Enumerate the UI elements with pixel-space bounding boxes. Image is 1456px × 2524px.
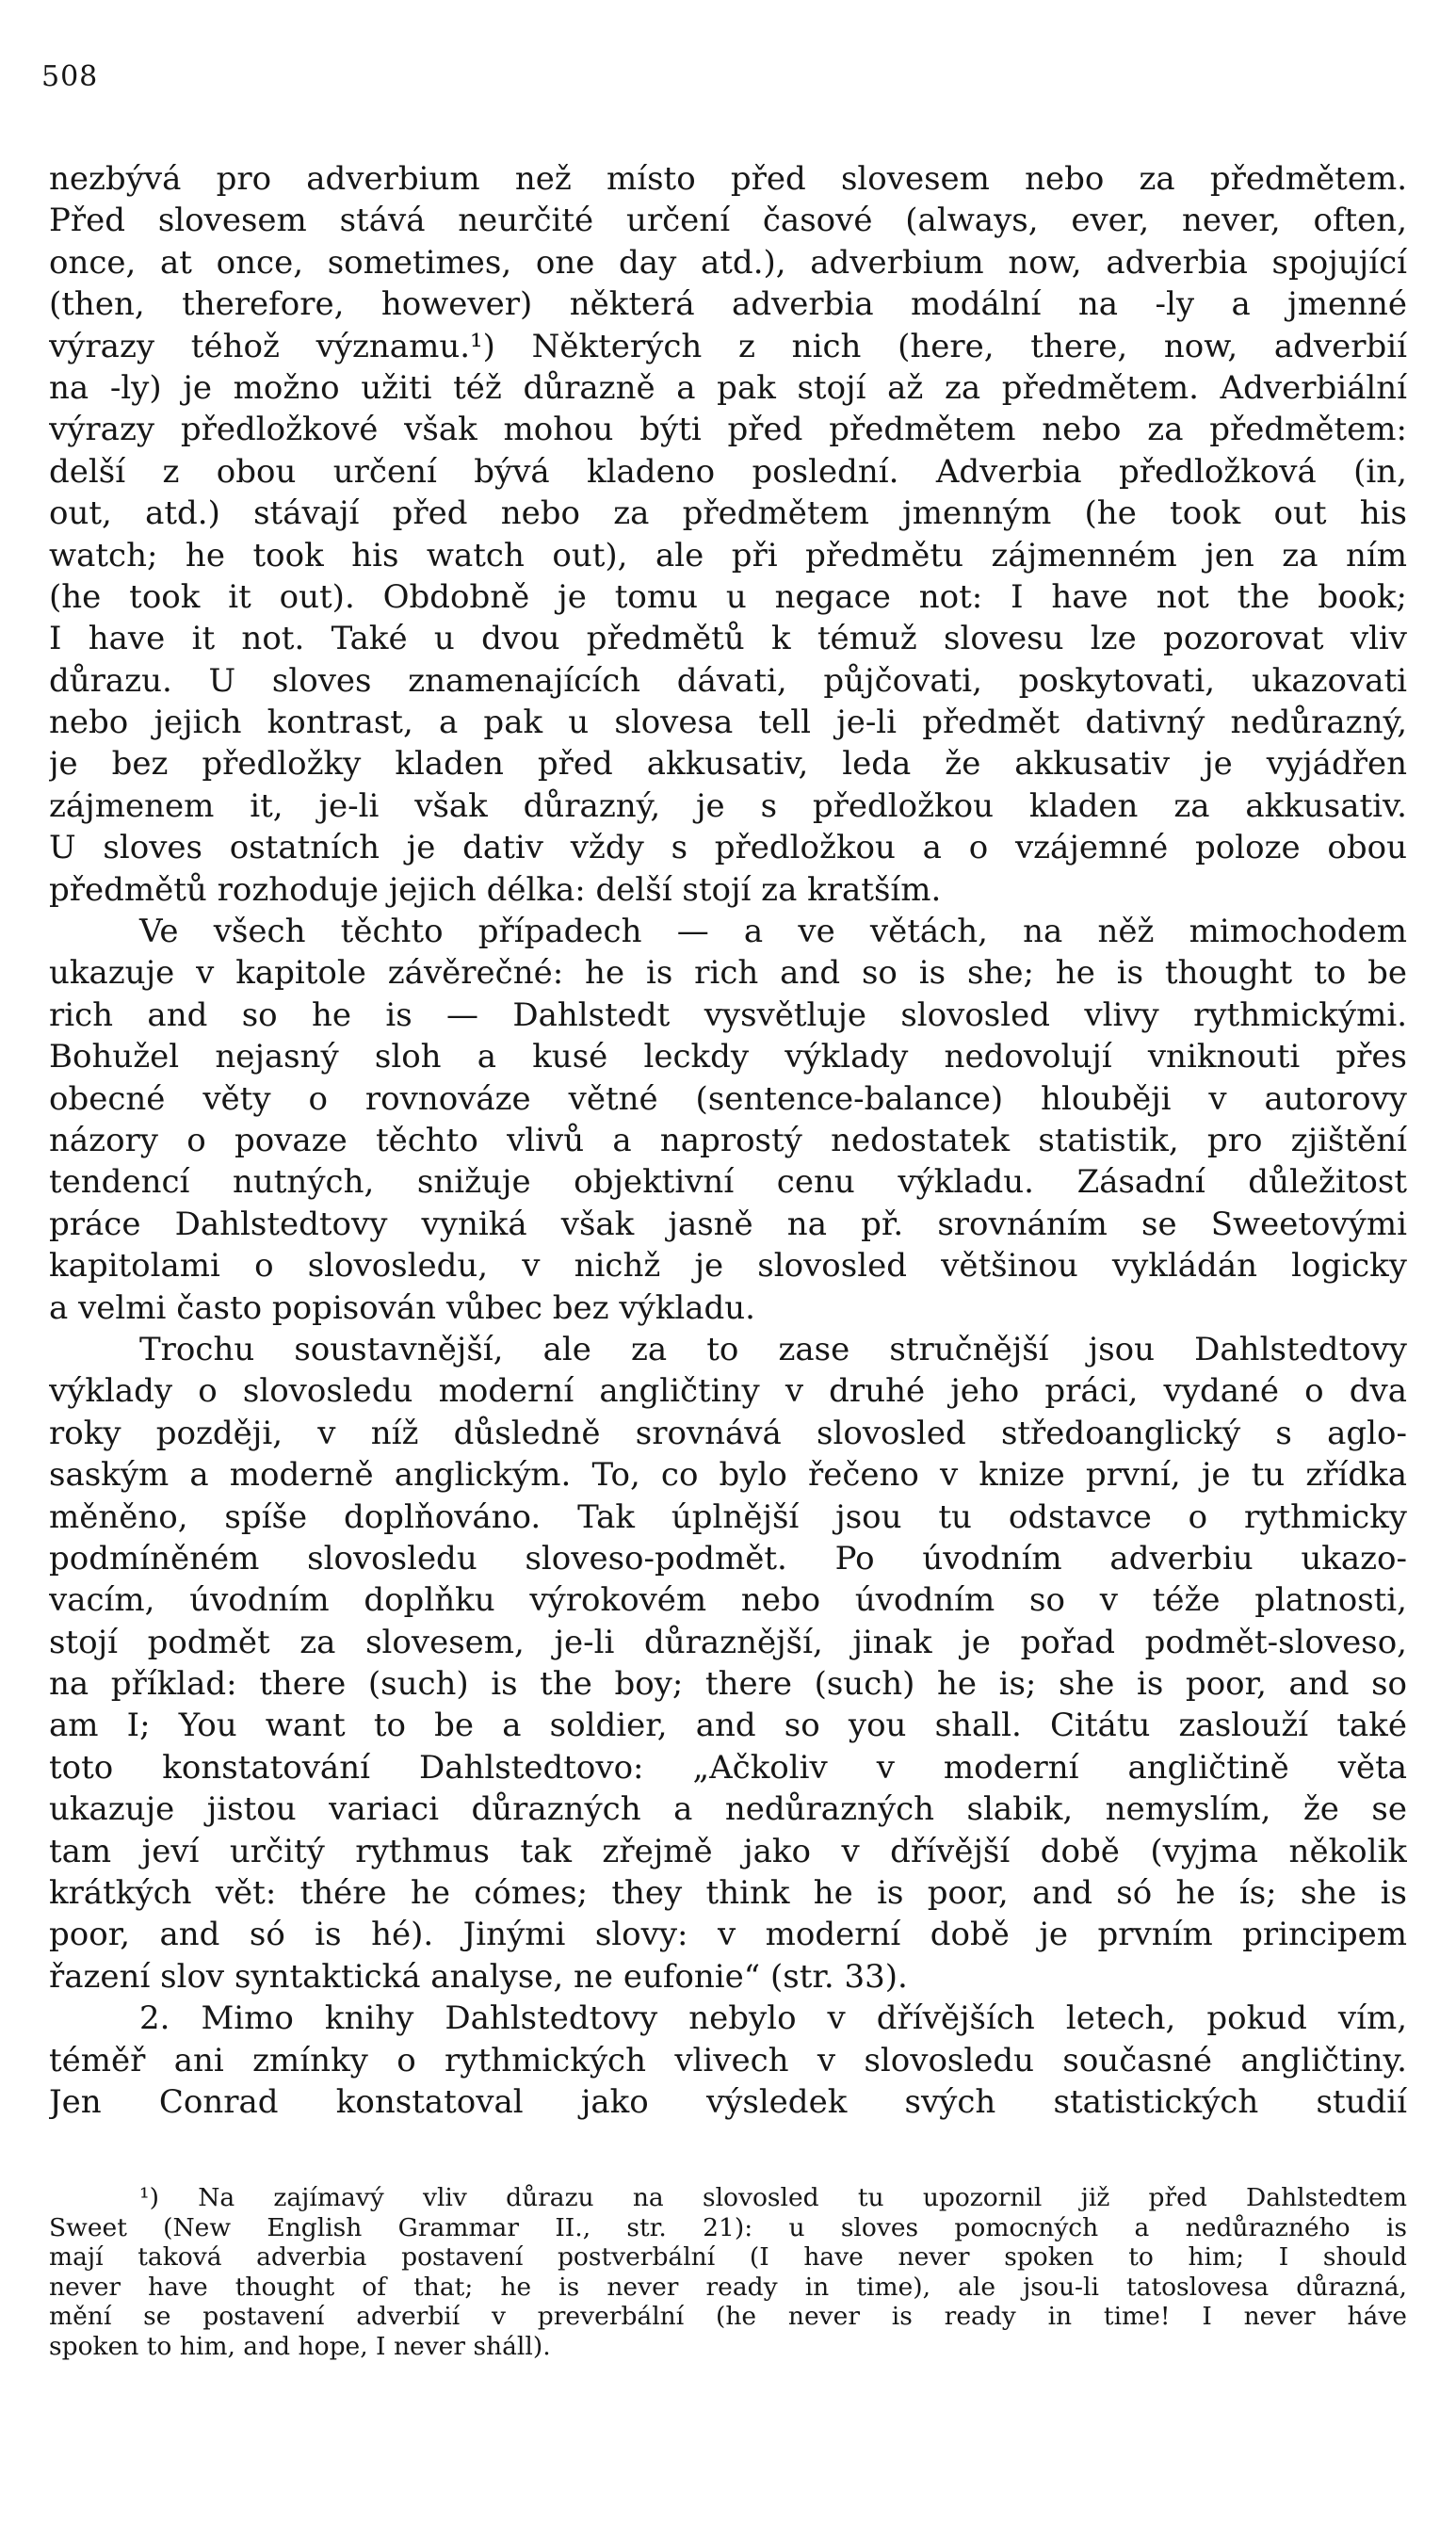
text-line: zájmenem it, je-li však důrazný, je s předložkou kladen za akkusativ.	[49, 786, 1407, 825]
text-line: roky později, v níž důsledně srovnává slovosled středoanglický s aglo-	[49, 1414, 1407, 1452]
text-line: výrazy téhož významu.¹) Některých z nich (here, there, now, adverbií	[49, 327, 1407, 365]
text-line: poor, and só is hé). Jinými slovy: v moderní době je prvním principem	[49, 1916, 1407, 1954]
text-line: obecné věty o rovnováze větné (sentence-balance) hlouběji v autorovy	[49, 1079, 1407, 1118]
footnotes	[49, 2183, 1407, 2362]
text-line: Před slovesem stává neurčité určení časové (always, ever, never, often,	[49, 202, 1407, 240]
text-line: a velmi často popisován vůbec bez výkladu.	[49, 1288, 755, 1327]
text-line: watch; he took his watch out), ale při předmětu zájmenném jen za ním	[49, 536, 1407, 574]
text-line: téměř ani zmínky o rythmických vlivech v slovosledu současné angličtiny.	[49, 2041, 1407, 2079]
text-line: I have it not. Také u dvou předmětů k témuž slovesu lze pozorovat vliv	[49, 620, 1407, 658]
text-line: výklady o slovosledu moderní angličtiny v druhé jeho práci, vydané o dva	[49, 1372, 1407, 1411]
text-line: tendencí nutných, snižuje objektivní cenu výkladu. Zásadní důležitost	[49, 1163, 1407, 1202]
page-number: 508	[41, 60, 99, 93]
text-line: U sloves ostatních je dativ vždy s předložkou a o vzájemné poloze obou	[49, 829, 1407, 867]
text-line: výrazy předložkové však mohou býti před předmětem nebo za předmětem:	[49, 411, 1407, 449]
text-line: saským a moderně anglickým. To, co bylo řečeno v knize první, je tu zřídka	[49, 1456, 1407, 1495]
text-line: ukazuje jistou variaci důrazných a nedůrazných slabik, nemyslím, že se	[49, 1790, 1407, 1829]
footnote-line: mění se postavení adverbií v preverbální (he never is ready in time! I never háve	[49, 2302, 1407, 2332]
text-line: out, atd.) stávají před nebo za předmětem jmenným (he took out his	[49, 494, 1407, 533]
text-line: Bohužel nejasný sloh a kusé leckdy výklady nedovolují vniknouti přes	[49, 1038, 1407, 1076]
text-line: once, at once, sometimes, one day atd.), adverbium now, adverbia spojující	[49, 243, 1407, 282]
text-line: Trochu soustavnější, ale za to zase stručnější jsou Dahlstedtovy	[139, 1330, 1407, 1368]
text-line: ukazuje v kapitole závěrečné: he is rich and so is she; he is thought to be	[49, 954, 1407, 993]
text-line: vacím, úvodním doplňku výrokovém nebo úvodním so v téže platnosti,	[49, 1581, 1407, 1620]
text-line: (he took it out). Obdobně je tomu u negace not: I have not the book;	[49, 577, 1407, 616]
text-line: 2. Mimo knihy Dahlstedtovy nebylo v dřívějších letech, pokud vím,	[139, 1999, 1407, 2038]
footnote-line: never have thought of that; he is never ready in time), ale jsou-li tatoslovesa důrazná,	[49, 2272, 1407, 2302]
text-line: toto konstatování Dahlstedtovo: „Ačkoliv v moderní angličtině věta	[49, 1748, 1407, 1787]
text-line: rich and so he is — Dahlstedt vysvětluje slovosled vlivy rythmickými.	[49, 995, 1407, 1034]
text-line: měněno, spíše doplňováno. Tak úplnější jsou tu odstavce o rythmicky	[49, 1497, 1407, 1536]
text-line: krátkých vět: thére he cómes; they think he is poor, and só he ís; she is	[49, 1874, 1407, 1913]
text-line: na -ly) je možno užiti též důrazně a pak stojí až za předmětem. Adverbiální	[49, 368, 1407, 407]
footnote-line: Sweet (New English Grammar II., str. 21): u sloves pomocných a nedůrazného is	[49, 2212, 1407, 2242]
footnote-line: ¹) Na zajímavý vliv důrazu na slovosled tu upozornil již před Dahlstedtem	[139, 2183, 1407, 2212]
text-line: am I; You want to be a soldier, and so you shall. Citátu zaslouží také	[49, 1707, 1407, 1745]
text-line: předmětů rozhoduje jejich délka: delší stojí za kratším.	[49, 870, 942, 909]
footnote-line: mají taková adverbia postavení postverbální (I have never spoken to him; I should	[49, 2242, 1407, 2273]
text-line: delší z obou určení bývá kladeno poslední. Adverbia předložková (in,	[49, 452, 1407, 491]
text-line: Jen Conrad konstatoval jako výsledek svých statistických studií	[49, 2082, 1407, 2121]
text-line: stojí podmět za slovesem, je-li důraznější, jinak je pořad podmět-sloveso,	[49, 1623, 1407, 1661]
text-line: kapitolami o slovosledu, v nichž je slovosled většinou vykládán logicky	[49, 1247, 1407, 1286]
text-line: podmíněném slovosledu sloveso-podmět. Po úvodním adverbiu ukazo-	[49, 1539, 1407, 1578]
text-line: (then, therefore, however) některá adverbia modální na -ly a jmenné	[49, 285, 1407, 324]
text-line: je bez předložky kladen před akkusativ, leda že akkusativ je vyjádřen	[49, 745, 1407, 784]
body-text	[49, 158, 1407, 2123]
text-line: nebo jejich kontrast, a pak u slovesa tell je-li předmět dativný nedůrazný,	[49, 704, 1407, 742]
text-line: názory o povaze těchto vlivů a naprostý nedostatek statistik, pro zjištění	[49, 1121, 1407, 1159]
text-line: řazení slov syntaktická analyse, ne eufonie“ (str. 33).	[49, 1957, 908, 1996]
footnote-line: spoken to him, and hope, I never sháll).	[49, 2331, 551, 2361]
text-line: na příklad: there (such) is the boy; there (such) he is; she is poor, and so	[49, 1665, 1407, 1704]
text-line: tam jeví určitý rythmus tak zřejmě jako v dřívější době (vyjma několik	[49, 1832, 1407, 1870]
text-line: nezbývá pro adverbium než místo před slovesem nebo za předmětem.	[49, 160, 1407, 198]
text-line: práce Dahlstedtovy vyniká však jasně na př. srovnáním se Sweetovými	[49, 1205, 1407, 1243]
text-line: důrazu. U sloves znamenajících dávati, půjčovati, poskytovati, ukazovati	[49, 661, 1407, 700]
text-line: Ve všech těchto případech — a ve větách, na něž mimochodem	[139, 913, 1407, 951]
